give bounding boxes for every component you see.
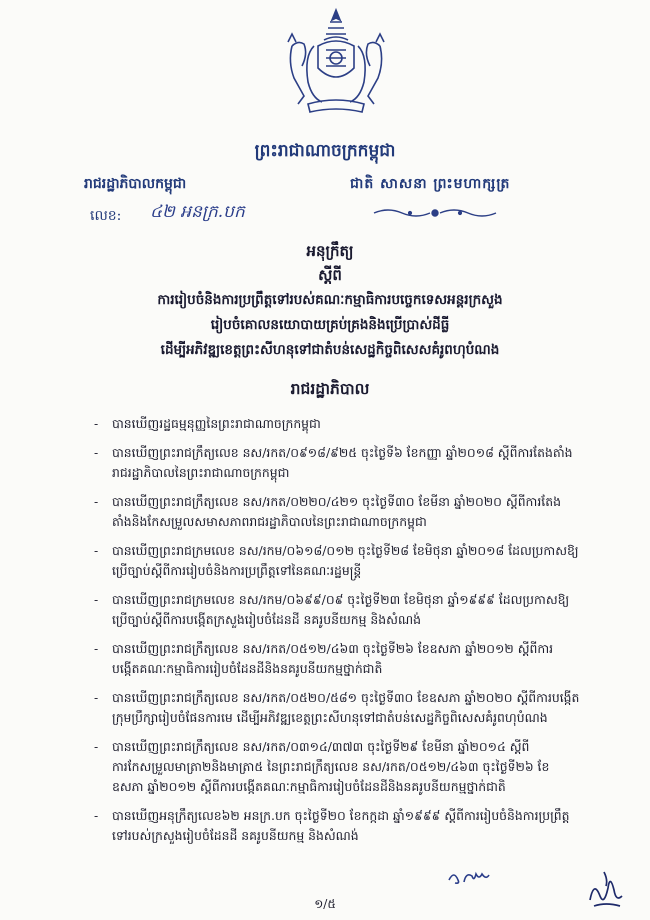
reference-number-label: លេខ: [90, 208, 122, 224]
national-motto: ជាតិ សាសនា ព្រះមហាក្សត្រ [350, 176, 511, 192]
preamble-item [90, 443, 580, 483]
preamble-item [90, 737, 580, 797]
reference-number-value: ៤២ អនក្រ.បក [150, 202, 245, 222]
preamble-item [90, 492, 580, 532]
handwritten-initials-icon [446, 866, 492, 888]
preamble-item-text: បានឃើញព្រះរាជក្រឹត្យលេខ នស/រកត/០៥១២/៤៦៣ ចុះថ្ងៃទី២៦ ខែឧសភា ឆ្នាំ២០១២ ស្តីពីការបង្កើតគណៈកម្មាធិការរៀបចំដែនដីនិងនគរូបនីយកម្មថ្នាក់ជាតិ [112, 641, 554, 676]
list-dash [94, 492, 98, 512]
list-dash [94, 688, 98, 708]
list-dash [94, 541, 98, 561]
preamble-item-text: បានឃើញព្រះរាជក្រឹត្យលេខ នស/រកត/០៥២០/៥៨១ ចុះថ្ងៃទី៣០ ខែឧសភា ឆ្នាំ២០២០ ស្តីពីការបង្កើតក្រុមប្រឹក្សារៀបចំផែនការមេ ដើម្បីអភិវឌ្ឍខេត្តព្រះសីហនុទៅជាតំបន់សេដ្ឋកិច្ចពិសេសគំរូពហុបំណង [112, 690, 580, 725]
document-type: អនុក្រឹត្យ [306, 242, 354, 260]
preamble-item-text: បានឃើញអនុក្រឹត្យលេខ៦២ អនក្រ.បក ចុះថ្ងៃទី២០ ខែកក្កដា ឆ្នាំ១៩៩៩ ស្តីពីការរៀបចំនិងការប្រព្រឹត្តទៅរបស់ក្រសួងរៀបចំដែនដី នគរូបនីយកម្ម និងសំណង់ [112, 808, 570, 843]
royal-coat-of-arms-icon [278, 6, 394, 118]
list-dash [94, 414, 98, 434]
preamble-item [90, 414, 580, 434]
list-dash [94, 737, 98, 757]
preamble-item-text: បានឃើញព្រះរាជក្រឹត្យលេខ នស/រកត/០៣១៤/៣៧៣ ចុះថ្ងៃទី២៩ ខែមីនា ឆ្នាំ២០១៤ ស្តីពីការកែសម្រួលមាត្រា២និងមាត្រា៥ នៃព្រះរាជក្រឹត្យលេខ នស/រកត/០៥១២/៤៦៣ ចុះថ្ងៃទី២៦ ខែឧសភា ឆ្នាំ២០១២ ស្តីពីការបង្កើតគណៈកម្មាធិការរៀបចំដែនដីនិងនគរូបនីយកម្មថ្នាក់ជាតិ [112, 739, 550, 794]
preamble-item-text: បានឃើញរដ្ឋធម្មនុញ្ញនៃព្រះរាជាណាចក្រកម្ពុជា [112, 416, 321, 431]
list-dash [94, 806, 98, 826]
document-about: ស្តីពី [318, 266, 342, 284]
preamble-item [90, 806, 580, 846]
preamble-item [90, 590, 580, 630]
list-dash [94, 443, 98, 463]
handwritten-signature-icon [584, 866, 626, 910]
page-number: ១/៥ [314, 897, 336, 911]
preamble-item [90, 639, 580, 679]
list-dash [94, 590, 98, 610]
preamble-item-text: បានឃើញព្រះរាជក្រមលេខ នស/រកម/០៦៩៩/០៩ ចុះថ្ងៃទី២៣ ខែមិថុនា ឆ្នាំ១៩៩៩ ដែលប្រកាសឱ្យប្រើច្បាប់ស្តីពីការបង្កើតក្រសួងរៀបចំដែនដី នគរូបនីយកម្ម និងសំណង់ [112, 592, 570, 627]
preamble-item-text: បានឃើញព្រះរាជក្រឹត្យលេខ នស/រកត/០២២០/៤២១ ចុះថ្ងៃទី៣០ ខែមីនា ឆ្នាំ២០២០ ស្តីពីការតែងតាំងនិងកែសម្រួលសមាសភាពរាជរដ្ឋាភិបាលនៃព្រះរាជាណាចក្រកម្ពុជា [112, 494, 561, 529]
issuing-authority-heading: រាជរដ្ឋាភិបាល [290, 379, 370, 398]
kingdom-title: ព្រះរាជាណាចក្រកម្ពុជា [254, 141, 396, 161]
issuing-government: រាជរដ្ឋាភិបាលកម្ពុជា [84, 176, 187, 192]
preamble-item-text: បានឃើញព្រះរាជក្រមលេខ នស/រកម/០៦១៨/០១២ ចុះថ្ងៃទី២៨ ខែមិថុនា ឆ្នាំ២០១៨ ដែលប្រកាសឱ្យប្រើច្បាប់ស្តីពីការរៀបចំនិងការប្រព្រឹត្តទៅនៃគណៈរដ្ឋមន្ត្រី [112, 543, 579, 578]
preamble-list [90, 414, 580, 855]
preamble-item-text: បានឃើញព្រះរាជក្រឹត្យលេខ នស/រកត/០៩១៨/៩២៥ ចុះថ្ងៃទី៦ ខែកញ្ញា ឆ្នាំ២០១៨ ស្តីពីការតែងតាំងរាជរដ្ឋាភិបាលនៃព្រះរាជាណាចក្រកម្ពុជា [112, 445, 573, 480]
document-title-line: ដើម្បីអភិវឌ្ឍខេត្តព្រះសីហនុទៅជាតំបន់សេដ្ឋកិច្ចពិសេសគំរូពហុបំណង [160, 342, 500, 358]
document-title-line: ការរៀបចំនិងការប្រព្រឹត្តទៅរបស់គណៈកម្មាធិការបច្ចេកទេសអន្តរក្រសួង [157, 292, 503, 308]
preamble-item [90, 541, 580, 581]
document-title-line: រៀបចំគោលនយោបាយគ្រប់គ្រងនិងប្រើប្រាស់ដីធ្លី [210, 317, 450, 333]
preamble-item [90, 688, 580, 728]
ornamental-divider-icon [370, 206, 500, 220]
list-dash [94, 639, 98, 659]
